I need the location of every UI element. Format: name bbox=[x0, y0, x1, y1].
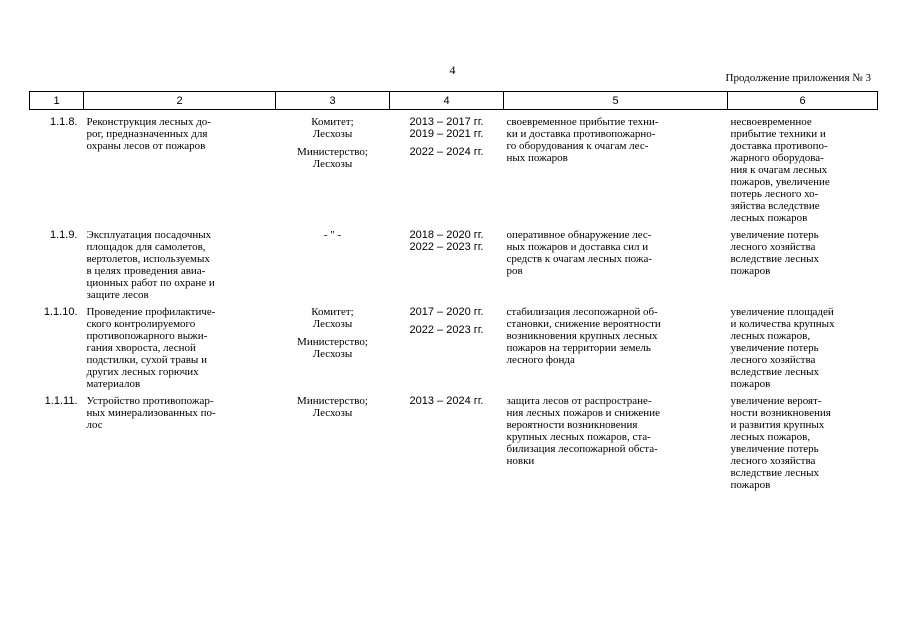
executors bbox=[276, 224, 390, 301]
measure-name-text: Проведение профилактиче- ского контролируемого противопожарного выжи- гания хвороста, лесной подстилки, сухой травы и других лесных горючих материалов bbox=[86, 306, 216, 390]
term-secondary: 2022 – 2023 гг. bbox=[409, 324, 484, 336]
risk-consequence-text: увеличение вероят- ности возникновения и развития крупных лесных пожаров, увеличение потерь лесного хозяйства вследствие лесных пожаров bbox=[730, 395, 831, 491]
terms bbox=[390, 301, 504, 390]
risk-consequence-text: увеличение площадей и количества крупных лесных пожаров, увеличение потерь лесного хозяйства вследствие лесных пожаров bbox=[730, 306, 835, 390]
continuation-note: Продолжение приложения № 3 bbox=[725, 72, 871, 84]
executor-primary: Комитет; Лесхозы bbox=[311, 306, 354, 330]
term-primary: 2013 – 2024 гг. bbox=[409, 395, 484, 407]
measures-table bbox=[29, 91, 878, 491]
risk-consequence bbox=[728, 301, 878, 390]
executor-primary: Министерство; Лесхозы bbox=[297, 395, 368, 419]
row-number: 1.1.11. bbox=[44, 395, 78, 407]
term-primary: 2013 – 2017 гг. 2019 – 2021 гг. bbox=[409, 116, 484, 140]
executors bbox=[276, 390, 390, 491]
terms bbox=[390, 390, 504, 491]
column-header: 3 bbox=[276, 92, 390, 110]
header-row bbox=[30, 92, 878, 110]
row-number: 1.1.8. bbox=[49, 116, 78, 128]
executor-primary: - " - bbox=[323, 229, 342, 241]
measure-name-text: Эксплуатация посадочных площадок для самолетов, вертолетов, используемых в целях проведения авиа- ционных работ по охране и защите лесов bbox=[86, 229, 215, 301]
risk-consequence bbox=[728, 224, 878, 301]
page-number: 4 bbox=[449, 63, 456, 77]
term-primary: 2017 – 2020 гг. bbox=[409, 306, 484, 318]
expected-result bbox=[504, 390, 728, 491]
table-row bbox=[30, 224, 878, 301]
terms bbox=[390, 110, 504, 225]
expected-result-text: стабилизация лесопожарной об- становки, снижение вероятности возникновения крупных лесных пожаров на территории земель лесного фонда bbox=[506, 306, 661, 366]
measure-name bbox=[84, 110, 276, 225]
executor-secondary: Министерство; Лесхозы bbox=[297, 336, 368, 360]
expected-result bbox=[504, 301, 728, 390]
executor-primary: Комитет; Лесхозы bbox=[311, 116, 354, 140]
executors bbox=[276, 301, 390, 390]
column-header: 6 bbox=[728, 92, 878, 110]
column-header: 4 bbox=[390, 92, 504, 110]
table-row bbox=[30, 110, 878, 225]
terms bbox=[390, 224, 504, 301]
column-header: 1 bbox=[30, 92, 84, 110]
expected-result-text: оперативное обнаружение лес- ных пожаров и доставка сил и средств к очагам лесных пожа- ров bbox=[506, 229, 652, 277]
column-header: 5 bbox=[504, 92, 728, 110]
table-row bbox=[30, 301, 878, 390]
expected-result-text: защита лесов от распростране- ния лесных пожаров и снижение вероятности возникновения крупных лесных пожаров, ста- билизация лесопожарной обста- новки bbox=[506, 395, 660, 467]
term-secondary: 2022 – 2024 гг. bbox=[409, 146, 484, 158]
executor-secondary: Министерство; Лесхозы bbox=[297, 146, 368, 170]
measure-name bbox=[84, 301, 276, 390]
measure-name-text: Устройство противопожар- ных минерализованных по- лос bbox=[86, 395, 216, 431]
expected-result bbox=[504, 110, 728, 225]
row-number: 1.1.10. bbox=[43, 306, 78, 318]
row-number: 1.1.9. bbox=[49, 229, 78, 241]
measure-name bbox=[84, 224, 276, 301]
table-row bbox=[30, 390, 878, 491]
column-header: 2 bbox=[84, 92, 276, 110]
risk-consequence bbox=[728, 390, 878, 491]
risk-consequence-text: несвоевременное прибытие техники и доставка противопо- жарного оборудова- ния к очагам лесных пожаров, увеличение потерь лесного хо- зяйства вследствие лесных пожаров bbox=[730, 116, 830, 224]
expected-result bbox=[504, 224, 728, 301]
risk-consequence-text: увеличение потерь лесного хозяйства вследствие лесных пожаров bbox=[730, 229, 820, 277]
expected-result-text: своевременное прибытие техни- ки и доставка противопожарно- го оборудования к очагам лес- ных пожаров bbox=[506, 116, 659, 164]
measure-name-text: Реконструкция лесных до- рог, предназначенных для охраны лесов от пожаров bbox=[86, 116, 211, 152]
measure-name bbox=[84, 390, 276, 491]
executors bbox=[276, 110, 390, 225]
risk-consequence bbox=[728, 110, 878, 225]
term-primary: 2018 – 2020 гг. 2022 – 2023 гг. bbox=[409, 229, 484, 253]
